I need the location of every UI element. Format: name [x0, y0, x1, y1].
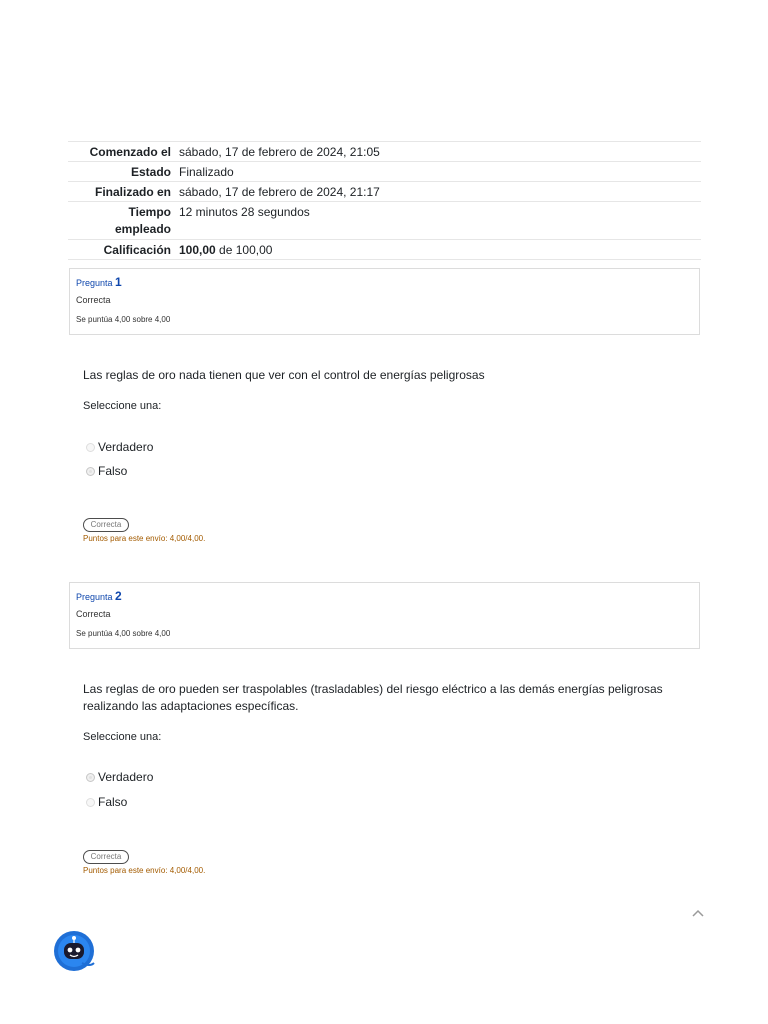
question-text-2: Las reglas de oro pueden ser traspolables (trasladables) del riesgo eléctrico a las demás energías peligrosas realizando las adaptaciones específicas.	[83, 682, 663, 713]
started-value: sábado, 17 de febrero de 2024, 21:05	[179, 145, 380, 159]
option-true-q2[interactable]	[86, 770, 153, 784]
question-prefix: Pregunta	[76, 278, 116, 288]
grade-value	[179, 242, 701, 258]
question-info-2	[69, 582, 700, 649]
state-label: Estado	[130, 165, 171, 179]
option-false-q1[interactable]	[86, 464, 127, 478]
radio-true-q2[interactable]	[86, 773, 95, 782]
question-prompt-2: Seleccione una:	[83, 731, 162, 743]
started-label: Comenzado el	[89, 145, 171, 159]
finished-label: Finalizado en	[94, 185, 171, 199]
robot-icon	[52, 929, 96, 973]
question-number	[76, 589, 693, 604]
question-text-1: Las reglas de oro nada tienen que ver con el control de energías peligrosas	[83, 368, 485, 382]
correct-badge-2: Correcta	[83, 850, 129, 864]
state-value: Finalizado	[179, 165, 234, 179]
summary-row-finished	[68, 182, 701, 202]
finished-value: sábado, 17 de febrero de 2024, 21:17	[179, 185, 380, 199]
time-label	[68, 204, 179, 238]
radio-true-q1[interactable]	[86, 443, 95, 452]
radio-false-q1[interactable]	[86, 467, 95, 476]
option-true-q1[interactable]	[86, 440, 153, 454]
scroll-top-button[interactable]	[690, 906, 706, 922]
question-grade: Se puntúa 4,00 sobre 4,00	[76, 315, 171, 324]
radio-false-q2[interactable]	[86, 798, 95, 807]
question-prompt-1: Seleccione una:	[83, 400, 162, 412]
question-number-value: 1	[115, 275, 122, 289]
attempt-summary-table	[68, 141, 701, 260]
chevron-up-icon	[690, 906, 706, 922]
summary-row-time	[68, 202, 701, 240]
feedback-2: Puntos para este envío: 4,00/4,00.	[83, 866, 206, 875]
time-value: 12 minutos 28 segundos	[179, 205, 310, 219]
summary-row-state	[68, 162, 701, 182]
option-label: Falso	[98, 795, 128, 809]
summary-row-grade	[68, 240, 701, 260]
time-label-line-2: empleado	[114, 222, 171, 236]
option-label: Falso	[98, 464, 128, 478]
question-grade: Se puntúa 4,00 sobre 4,00	[76, 629, 171, 638]
option-label: Verdadero	[98, 440, 154, 454]
question-state: Correcta	[76, 295, 111, 305]
summary-row-started	[68, 142, 701, 162]
question-prefix: Pregunta	[76, 592, 116, 602]
question-number-value: 2	[115, 589, 122, 603]
option-false-q2[interactable]	[86, 795, 127, 809]
option-label: Verdadero	[98, 770, 154, 784]
assistant-bot-button[interactable]	[52, 929, 96, 973]
question-state: Correcta	[76, 609, 111, 619]
time-label-line-1: Tiempo	[128, 205, 171, 219]
feedback-1: Puntos para este envío: 4,00/4,00.	[83, 534, 206, 543]
grade-score: 100,00	[179, 243, 216, 257]
correct-badge-1: Correcta	[83, 518, 129, 532]
grade-total: de 100,00	[215, 243, 273, 257]
question-number	[76, 275, 693, 290]
grade-label: Calificación	[103, 243, 171, 257]
question-info-1	[69, 268, 700, 335]
